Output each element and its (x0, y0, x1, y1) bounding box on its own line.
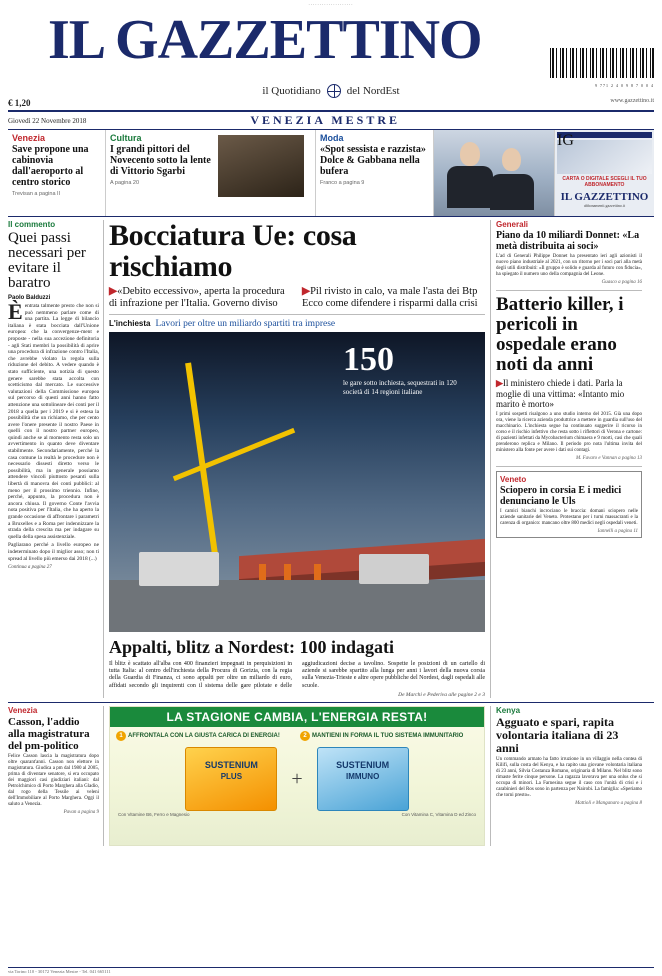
casson-credit: Pavan a pagina 9 (63, 809, 99, 815)
promo-masthead: IL GAZZETTINO (560, 191, 649, 203)
teaser-headline: Save propone una cabinovia dall'aeroporto al centro storico (12, 144, 89, 188)
lead-sub-right-text: Pil rivisto in calo, va male l'asta dei Btp Ecco come difendere i risparmi dalla crisi (302, 286, 478, 309)
batterio-body: I primi sospetti risalgono a uno studio interno del 2015. Già una dopo ora, viene la ricerca azienda produttrice a mettere in guardia sull'uso del macchinario. L'inchiesta segue ha continuato suggerire il ricorso in corso e il rischio infettivo che resta sotto i riflettori di Verona e cartone: di pazienti infettati da Mycobacterium chimaera e 9 morti, casi che quali prenderono replica e Milano. Il periodo pro nota l'ultima invita del ministero alla fonte per avere i dati sui contagi. (496, 411, 642, 453)
edition-name: VENEZIA MESTRE (250, 113, 401, 127)
comment-kicker: Il commento (8, 220, 56, 229)
product-variant-2: IMMUNO (345, 771, 380, 781)
ad-banner-text: LA STAGIONE CAMBIA, L'ENERGIA RESTA! (110, 707, 484, 727)
bottom-grid (8, 702, 654, 846)
teaser-kicker: Venezia (12, 133, 46, 143)
ad-benefit-2-text: MANTIENI IN FORMA IL TUO SISTEMA IMMUNITARIO (312, 732, 464, 739)
bullet-arrow-icon: ▶ (496, 378, 503, 388)
comment-body (8, 299, 99, 540)
ad-foot-left: Con Vitamine B6, Ferro e Magnesio (118, 811, 190, 817)
ad-footnotes (110, 811, 484, 818)
batterio-sub-text: Il ministero chiede i dati. Parla la moglie di una vittima: «Intanto mio marito è morto» (496, 378, 625, 409)
kenya-body: Un commando armato ha fatto irruzione in un villaggio nella contea di Kilifi, sulla costa del Kenya, e ha rapito una giovane volontaria italiana di 23 anni, Silvia Costanza Romano, originaria di Milano. Nel blitz sono rimaste ferite cinque persone. La ragazza lavorava per una onlus che si occupa di minori. La Farnesina segue il caso con l'unità di crisi e i carabinieri del Ros sono in partenza per Nairobi. La famiglia: «Speriamo che torni presto». (496, 756, 642, 798)
left-column (8, 220, 104, 698)
casson-title: Casson, l'addio alla magistratura del pm-politico (8, 715, 90, 752)
product-variant-1: PLUS (220, 771, 243, 781)
generali-title: Piano da 10 miliardi Donnet: «La metà distribuita ai soci» (496, 230, 640, 252)
kenya-kicker: Kenya (496, 705, 521, 715)
kenya-title: Agguato e spari, rapita volontaria italiana di 23 anni (496, 714, 619, 755)
plus-sign-icon: + (291, 767, 303, 790)
bullet-arrow-icon: ▶ (109, 286, 118, 297)
batterio-credit: M. Favaro e Vannan a pagina 13 (575, 455, 642, 461)
teaser-footnote: A pagina 20 (110, 180, 140, 186)
ad-benefit-columns (110, 727, 484, 745)
teaser-kicker: Moda (320, 133, 344, 143)
ad-foot-right: Con Vitamina C, Vitamina D ed Zinco (401, 811, 476, 817)
subscription-promo[interactable] (554, 130, 654, 216)
ad-step-1-badge: 1 (116, 731, 126, 741)
price-row (8, 98, 654, 108)
photo-stat-badge (343, 341, 475, 396)
product-pack-immuno (317, 747, 409, 811)
people-photo (434, 130, 554, 216)
ad-block[interactable] (109, 706, 485, 846)
promo-red-text: CARTA O DIGITALE SCEGLI IL TUO ABBONAMENTO (562, 176, 647, 188)
lead-subheads (109, 286, 485, 315)
barcode-area (544, 12, 654, 88)
worker-shape (259, 564, 266, 580)
lead-sub-right (302, 286, 485, 310)
barcode-number: 9 771 2 4 0 9 8 7 0 0 4 (595, 83, 654, 88)
promo-box[interactable] (554, 130, 654, 216)
bottom-right-article[interactable] (490, 706, 642, 846)
publication-date: Giovedì 22 Novembre 2018 (8, 116, 87, 125)
barcode-icon (550, 48, 654, 78)
promo-subtext: abbonamenti.gazzettino.it (583, 203, 626, 208)
photo-caption-headline: Appalti, blitz a Nordest: 100 indagati (109, 637, 395, 657)
ad-benefit-2 (300, 731, 478, 741)
product-pack-plus (185, 747, 277, 811)
batterio-sub (496, 378, 642, 410)
teaser-footnote: Trevisan a pagina II (12, 191, 61, 197)
ad-benefit-1 (116, 731, 294, 741)
bullet-arrow-icon: ▶ (302, 286, 311, 297)
article-batterio[interactable] (496, 295, 642, 461)
stat-caption: le gare sotto inchiesta, sequestrati in 120 società di 14 regioni italiane (343, 379, 457, 396)
generali-credit: Guasco a pagina 16 (601, 280, 642, 285)
divider (496, 290, 642, 291)
teaser-kicker: Cultura (110, 133, 142, 143)
inchiesta-label: L'inchiesta (109, 319, 151, 328)
masthead-title: IL GAZZETTINO (48, 9, 482, 71)
main-grid (8, 220, 654, 698)
lead-body: Il blitz è scattato all'alba con 400 finanzieri impegnati in perquisizioni in tutta Italia: al centro dell'inchiesta della Procura di Gorizia, con la regia della Guardia di Finanza, ci sono appalti per oltre un miliardo di euro, affidati secondo gli inquirenti con il sistema delle gare pilotate e delle aggiudicazioni decise a tavolino. Sospette le posizioni di un cartello di aziende si sarebbe spartito alla lunga per anni i lavori della nuova corsia sulla Venezia-Trieste e altre opere pubbliche del Nordest, dagli ospedali alle scuole. (109, 661, 485, 689)
advertisement[interactable] (104, 706, 490, 846)
worker-shape-2 (284, 564, 291, 580)
ad-step-2-badge: 2 (300, 731, 310, 741)
masthead (8, 10, 654, 88)
top-note: .................... (308, 2, 354, 7)
lead-sub-left-text: «Debito eccessivo», aperta la procedura di infrazione per l'Italia. Governo diviso (109, 286, 285, 309)
truck-shape-2 (359, 554, 429, 584)
center-column (104, 220, 490, 698)
comment-continued: Continua a pagina 27 (8, 565, 52, 571)
teaser-venezia[interactable] (8, 130, 106, 216)
article-veneto[interactable] (496, 471, 642, 538)
casson-kicker: Venezia (8, 705, 38, 715)
bottom-left-article[interactable] (8, 706, 104, 846)
product-name-2: SUSTENIUM (336, 759, 390, 770)
article-generali[interactable] (496, 220, 642, 285)
comment-dropcap: È (8, 299, 23, 324)
promo-flag (557, 132, 652, 138)
comment-author: Paolo Balduzzi (8, 295, 51, 301)
batterio-title: Batterio killer, i pericoli in ospedale erano noti da anni (496, 294, 624, 375)
comment-body-text: entrata talmente presto che non si può nemmeno parlare come di una partita. La legge di bilancio italiana è stata bocciata dall'Unione europea: che la convergenze-ment e proposte - nella sua accezione definitoria - agli Stati membri la possibilità di aprire una procedura di infrazione contro l'Italia, che avrebbe violato la regola sulla riduzione del debito. A vedere quando è stato sufficiente, una notizia di questo genere sarebbe stata accolta con scetticismo dal mercato. Le successive valutazioni della Commissione europea sul percorso di questi anni hanno fatto attenzione una sottolineare dei conti per il 2018 a quella per i 2019 e si è estesa la possibilità che un richiamo, che per cento avere l'onere presente il nostro Paese in quelli con il nostro partner europeo, quindi anche se al momento resta solo un avvertimento in quanto deve diventare stabilmente. Secondariamente, perché la casa comune la realtà le procedure non è necessario dissesti diretto verso le possibilità, ma in generale possiamo attendere vincoli piuttosto pesanti sulla libertà di manovra dei conti pubblici: al meno per il prossimo triennio. Infine, perché, appunto, la procedura non è ancora chiusa. Il governo Conte l'avvia nota positiva per l'Italia, che ha aperto la grande occasione di affrontare i parametri a Bruxelles e a Roma per indennizzare la strada della crescita ma per indagare su quella della spesa assistenziale. (8, 303, 99, 540)
teaser-moda[interactable] (316, 130, 434, 216)
teaser-headline: I grandi pittori del Novecento sotto la lente di Vittorio Sgarbi (110, 144, 211, 177)
lead-headline: Bocciatura Ue: cosa rischiamo (109, 219, 357, 283)
worker-shape-3 (314, 564, 321, 580)
tagline-right: del NordEst (346, 85, 400, 97)
page-footer: via Torino 110 - 30172 Venezia Mestre - Tel. 041 665111 (8, 967, 654, 974)
road-shape (109, 580, 485, 632)
teaser-photo (218, 135, 304, 197)
inchiesta-text: Lavori per oltre un miliardo spartiti tra imprese (155, 319, 336, 329)
comment-body-2: Pagliarano perché a livello europeo ne indeterminato dopo il miglior asso; non ti spread al livello più emerso dai 2018 (...) (8, 542, 99, 562)
generali-kicker: Generali (496, 220, 529, 229)
comment-title: Quei passi necessari per evitare il baratro (8, 230, 86, 291)
veneto-body: I camici bianchi incrociano le braccia: domani sciopero nelle aziende sanitarie del Veneto. Protestano per i turni massacranti e la carenza di organico: mancano oltre 800 medici negli ospedali veneti. (500, 508, 638, 526)
teaser-headline: «Spot sessista e razzista» Dolce & Gabbana nella bufera (320, 144, 426, 177)
lead-sub-left (109, 286, 292, 310)
ad-benefit-1-text: AFFRONTALA CON LA GIUSTA CARICA DI ENERGIA! (128, 732, 280, 739)
teaser-footnote: Franco a pagina 9 (320, 180, 365, 186)
teaser-photo-people (434, 130, 554, 216)
veneto-kicker: Veneto (500, 474, 527, 484)
lead-photo (109, 332, 485, 632)
veneto-credit: Iannelli a pagina 11 (597, 528, 638, 534)
website-url[interactable]: www.gazzettino.it (610, 98, 654, 104)
generali-body: L'ad di Generali Philippe Donnet ha presentato ieri agli azionisti il nuovo piano industriale al 2021, con un ritorno per i soci pari alla metà degli utili distribuiti: «Il gruppo è solido e guarda al futuro con fiducia», ha spiegato il numero uno della compagnia del Leone. (496, 254, 642, 277)
casson-body: Felice Casson lascia la magistratura dopo oltre quarant'anni. Casson non elettore in magistratura. Giudica a pm dal 1980 al 2005, prima di diventare senatore, si era occupato dei maggiori casi giudiziari italiani: dal Petrolchimico di Porto Marghera alla Gladio, dal rogo della Tessile ai veleni dell'Immobiliare al Porto Marghera. Oggi il saluto a Venezia. (8, 753, 99, 807)
veneto-title: Sciopero in corsia E i medici denunciano le Uls (500, 484, 622, 507)
inchiesta-line[interactable] (109, 319, 485, 329)
divider-2 (496, 466, 642, 467)
crane-arm-shape (173, 428, 295, 481)
lead-credit: De Marchi e Pederiva alle pagine 2 e 3 (398, 691, 485, 698)
product-name-1: SUSTENIUM (204, 759, 258, 770)
ad-product-packs (110, 747, 484, 811)
stat-number: 150 (343, 341, 394, 378)
price: € 1,20 (8, 98, 31, 108)
globe-icon (327, 84, 341, 98)
dateline (8, 112, 654, 129)
right-column (490, 220, 642, 698)
truck-shape (139, 552, 219, 586)
teaser-cultura[interactable] (106, 130, 316, 216)
teaser-strip (8, 130, 654, 217)
tagline-left: il Quotidiano (262, 85, 321, 97)
kenya-credit: Mattioli e Manganaro a pagina 8 (575, 800, 642, 806)
